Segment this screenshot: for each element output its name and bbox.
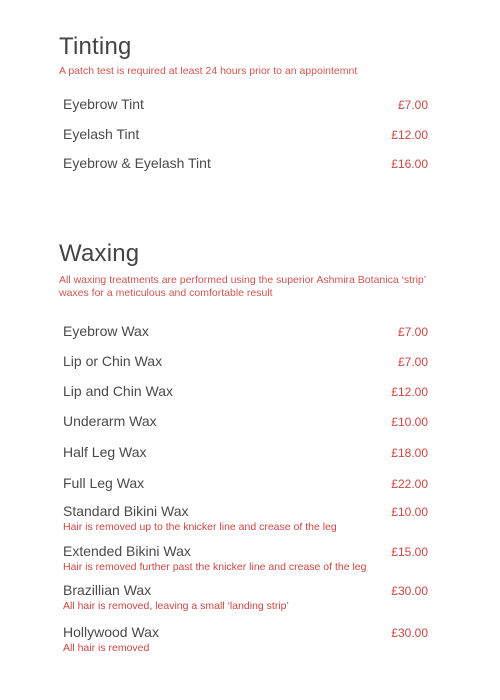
item-price: £22.00 <box>391 477 428 491</box>
tinting-title: Tinting <box>59 33 132 60</box>
item-price: £10.00 <box>391 505 428 519</box>
item-description: Hair is removed further past the knicker line and crease of the leg <box>63 561 367 573</box>
item-name: Hollywood Wax <box>63 624 159 640</box>
waxing-title: Waxing <box>59 240 140 267</box>
item-price: £7.00 <box>397 355 428 369</box>
item-description: All hair is removed, leaving a small ‘landing strip’ <box>63 600 289 612</box>
item-price: £12.00 <box>391 128 428 142</box>
item-description: All hair is removed <box>63 642 150 654</box>
item-name: Eyebrow & Eyelash Tint <box>63 155 211 171</box>
item-name: Full Leg Wax <box>63 475 145 491</box>
item-name: Standard Bikini Wax <box>63 503 189 519</box>
item-price: £18.00 <box>391 446 428 460</box>
item-name: Eyebrow Wax <box>63 323 149 339</box>
item-name: Extended Bikini Wax <box>63 543 191 559</box>
item-price: £7.00 <box>397 325 428 339</box>
item-price: £7.00 <box>397 98 428 112</box>
item-name: Brazillian Wax <box>63 582 152 598</box>
item-price: £30.00 <box>391 626 428 640</box>
item-description: Hair is removed up to the knicker line and crease of the leg <box>63 521 337 533</box>
item-name: Lip or Chin Wax <box>63 353 163 369</box>
item-name: Underarm Wax <box>63 413 157 429</box>
waxing-note: All waxing treatments are performed using the superior Ashmira Botanica ‘strip’ waxes for a meticulous and comfortable result <box>59 274 426 299</box>
item-name: Eyebrow Tint <box>63 96 144 112</box>
item-price: £30.00 <box>391 584 428 598</box>
tinting-note: A patch test is required at least 24 hours prior to an appointemnt <box>59 65 358 77</box>
item-price: £12.00 <box>391 385 428 399</box>
item-name: Half Leg Wax <box>63 444 147 460</box>
item-price: £15.00 <box>391 545 428 559</box>
item-name: Eyelash Tint <box>63 126 140 142</box>
item-price: £10.00 <box>391 415 428 429</box>
item-name: Lip and Chin Wax <box>63 383 173 399</box>
item-price: £16.00 <box>391 157 428 171</box>
